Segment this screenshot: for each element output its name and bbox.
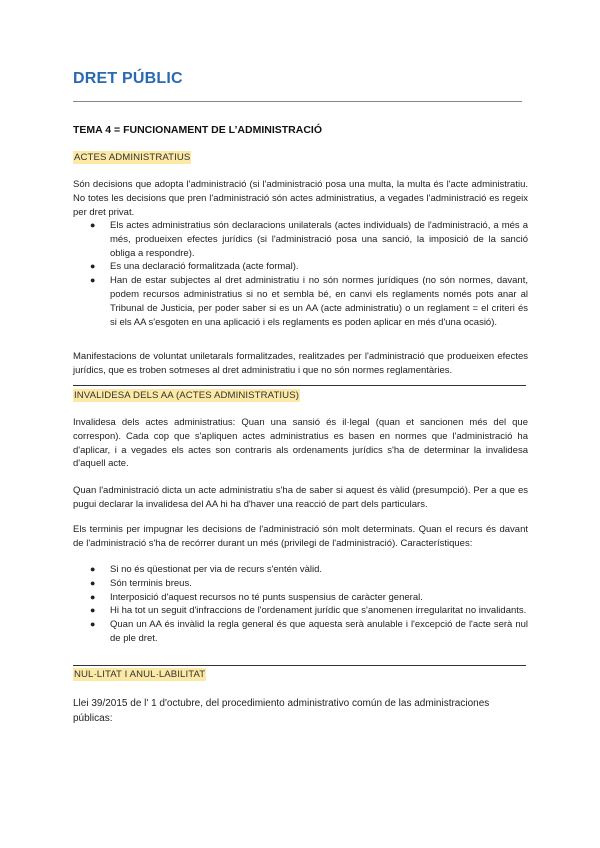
bullet-icon: ● xyxy=(90,619,96,630)
topic-heading: TEMA 4 = FUNCIONAMENT DE L’ADMINISTRACIÓ xyxy=(73,124,322,136)
section-heading-nulitat xyxy=(73,669,206,680)
bullet-icon: ● xyxy=(90,261,96,272)
list-item: ● Són terminis breus. xyxy=(90,577,192,589)
section-heading-actes xyxy=(73,152,191,163)
invalidesa-paragraph-3: Els terminis per impugnar les decisions de l'administració són molt determinats. Quan el recurs és davant de l'administració s'ha de recórrer durant un més (privilegi de l'administració). Característiques: xyxy=(73,524,528,549)
document-title: DRET PÚBLIC xyxy=(73,70,183,87)
invalidesa-bullet-list xyxy=(73,563,528,646)
list-item: ● Han de estar subjectes al dret administratiu i no són normes jurídiques (no són normes, davant, podem recursos administratius si no et sembla bé, en canvi els reglaments només pots anar al Tribunal de Justicia, per poder saber si es un AA (acte administratiu) o un reglament = el criteri és si els AA s'esgoten en una aplicació i els reglaments es poden aplicar en més d'una ocasió). xyxy=(90,275,528,328)
list-item: ● Si no és qüestionat per via de recurs s'entén vàlid. xyxy=(90,564,322,575)
actes-closing-paragraph: Manifestacions de voluntat uniletarals formalitzades, realitzades per l'administració que produeixen efectes jurídics, que es troben sotmeses al dret administratiu i que no són normes reglamentàries. xyxy=(73,351,528,376)
bullet-icon: ● xyxy=(90,605,96,616)
bullet-icon: ● xyxy=(90,591,96,602)
section-heading-invalidesa-text: INVALIDESA DELS AA (ACTES ADMINISTRATIUS) xyxy=(74,390,299,401)
section-heading-invalidesa xyxy=(73,390,300,401)
actes-bullet-list xyxy=(73,219,528,329)
nulitat-paragraph-1: Llei 39/2015 de l' 1 d'octubre, del procedimiento administrativo común de las administraciones públicas: xyxy=(73,698,490,724)
list-item: ● Els actes administratius són declaracions unilaterals (actes individuals) de l'administració, a més a més, produeixen efectes jurídics (si l'administració posa una sanció, la imposició de la sanció obliga a respondre). xyxy=(90,220,528,259)
bullet-icon: ● xyxy=(90,275,96,286)
list-item: ● Interposició d'aquest recursos no té punts suspensius de caràcter general. xyxy=(90,591,423,603)
list-item: ● Quan un AA és invàlid la regla general és que aquesta serà anulable i l'excepció de l'acte serà nul de ple dret. xyxy=(90,619,528,644)
section-divider xyxy=(73,665,526,666)
bullet-icon: ● xyxy=(90,577,96,588)
list-item: ● Es una declaració formalitzada (acte formal). xyxy=(90,261,299,273)
section-heading-actes-text: ACTES ADMINISTRATIUS xyxy=(74,152,191,163)
bullet-icon: ● xyxy=(90,220,96,230)
title-underline xyxy=(73,101,522,102)
invalidesa-paragraph-1: Invalidesa dels actes administratius: Quan una sansió és il·legal (quan et sancionen més del que correspon). Cada cop que s'apliquen actes administratius es basen en normes que l'administració ha d'aplicar, i a vegades els actes son contraris als ordenaments jurídics s'ha de determinar la invalidesa d'aquell acte. xyxy=(73,417,528,470)
section-heading-nulitat-text: NUL·LITAT I ANUL·LABILITAT xyxy=(74,669,206,680)
actes-intro-paragraph: Són decisions que adopta l'administració (si l'administració posa una multa, la multa és l'acte administratiu. No totes les decisions que pren l'administració són actes administratius, a vegades l'administració es regeix per dret privat. xyxy=(73,179,528,218)
invalidesa-paragraph-2: Quan l'administració dicta un acte administratiu s'ha de saber si aquest és vàlid (presumpció). Per a que es pugui declarar la invalidesa del AA hi ha d'haver una reacció de part dels particulars. xyxy=(73,485,528,510)
bullet-icon: ● xyxy=(90,564,96,574)
list-item: ● Hi ha tot un seguit d'infraccions de l'ordenament jurídic que s'anomenen irregularitat no invalidants. xyxy=(90,605,527,617)
section-divider xyxy=(73,385,526,386)
